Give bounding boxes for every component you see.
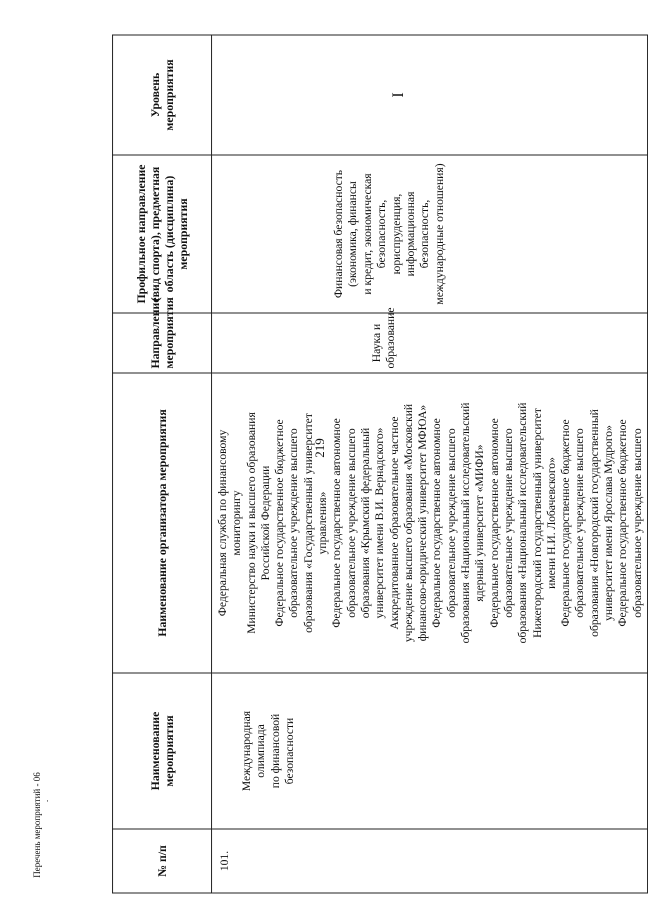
text-line: образовательное учреждение высшего	[630, 428, 644, 618]
text-line: образовательное учреждение высшего	[344, 428, 358, 618]
level-cell: I	[212, 35, 648, 155]
text-line: безопасность,	[375, 199, 389, 269]
text-line: мониторингу	[230, 490, 244, 556]
text-line: имени Н.И. Лобачевского»	[544, 457, 558, 589]
text-line: университет имени Ярослава Мудрого»	[602, 425, 616, 621]
text-line: Наука и	[370, 323, 384, 363]
text-line: образовательное учреждение высшего	[573, 428, 587, 618]
profile-cell	[212, 155, 648, 313]
text-line: ядерный университет «МИФИ»	[473, 444, 487, 602]
page-number: 219	[312, 438, 327, 458]
text-line: Федеральное государственное бюджетное	[559, 419, 573, 627]
text-line: Нижегородский государственный университет	[530, 408, 544, 638]
text-line: учреждение высшего образования «Московский	[401, 403, 415, 643]
table-header-row	[113, 35, 212, 893]
text-line: по финансовой	[268, 713, 282, 789]
text-line: университет имени В.И. Вернадского»	[373, 427, 387, 619]
text-line: образования «Крымский федеральный	[359, 427, 373, 619]
events-table	[112, 35, 648, 894]
row-number: 101.	[212, 829, 648, 893]
text-line: Международная	[240, 710, 254, 792]
text-line: образования «Национальный исследовательский	[516, 402, 530, 644]
header-level: Уровень мероприятия	[113, 35, 212, 155]
text-line: Федеральная служба по финансовому	[216, 429, 230, 617]
text-line: финансово-юридический университет МФЮА»	[416, 404, 430, 642]
event-name-cell	[212, 673, 648, 829]
text-line: Федеральное государственное бюджетное	[616, 419, 630, 627]
text-line: управления»	[316, 491, 330, 555]
text-line: Федеральное государственное автономное	[487, 418, 501, 628]
text-line: образования «Национальный исследовательский	[459, 402, 473, 644]
text-line: образовательное учреждение высшего	[287, 428, 301, 618]
direction-cell	[212, 307, 648, 373]
table-row	[212, 35, 648, 893]
text-line: Министерство науки и высшего образования	[244, 412, 258, 634]
text-line: Федеральное государственное бюджетное	[273, 419, 287, 627]
text-line: образовательное учреждение высшего	[501, 428, 515, 618]
text-line: юриспруденция,	[389, 193, 403, 275]
text-line: Аккредитованное образовательное частное	[387, 416, 401, 630]
text-line: олимпиада	[254, 724, 268, 778]
text-line: Федеральное государственное автономное	[430, 418, 444, 628]
text-line: образования «Новгородский государственный	[587, 409, 601, 637]
text-line: образования «Государственный университет	[301, 413, 315, 633]
text-line: безопасность,	[418, 199, 432, 269]
text-line: и кредит, экономическая	[360, 173, 374, 295]
text-line: Федеральное государственное автономное	[330, 418, 344, 628]
footer-mark: ·	[46, 796, 49, 806]
text-line: Финансовая безопасность	[332, 169, 346, 299]
text-line: образовательное учреждение высшего	[444, 428, 458, 618]
organizer-cell	[212, 373, 648, 673]
header-direction: Направление мероприятия	[113, 313, 212, 373]
header-number: № п/п	[113, 829, 212, 893]
text-line: Российской Федерации	[258, 465, 272, 581]
footer-label: Перечень мероприятий - 06	[32, 772, 42, 878]
header-event-name: Наименование мероприятия	[113, 673, 212, 829]
text-line: международные отношения)	[432, 163, 446, 305]
text-line: образование	[384, 307, 398, 369]
text-line: информационная	[404, 191, 418, 277]
header-organizer: Наименование организатора мероприятия	[113, 373, 212, 673]
text-line: (экономика, финансы	[346, 181, 360, 287]
header-profile: Профильное направление (вид спорта), предметная область (дисциплина) мероприятия	[113, 155, 212, 313]
text-line: безопасности	[283, 717, 297, 785]
